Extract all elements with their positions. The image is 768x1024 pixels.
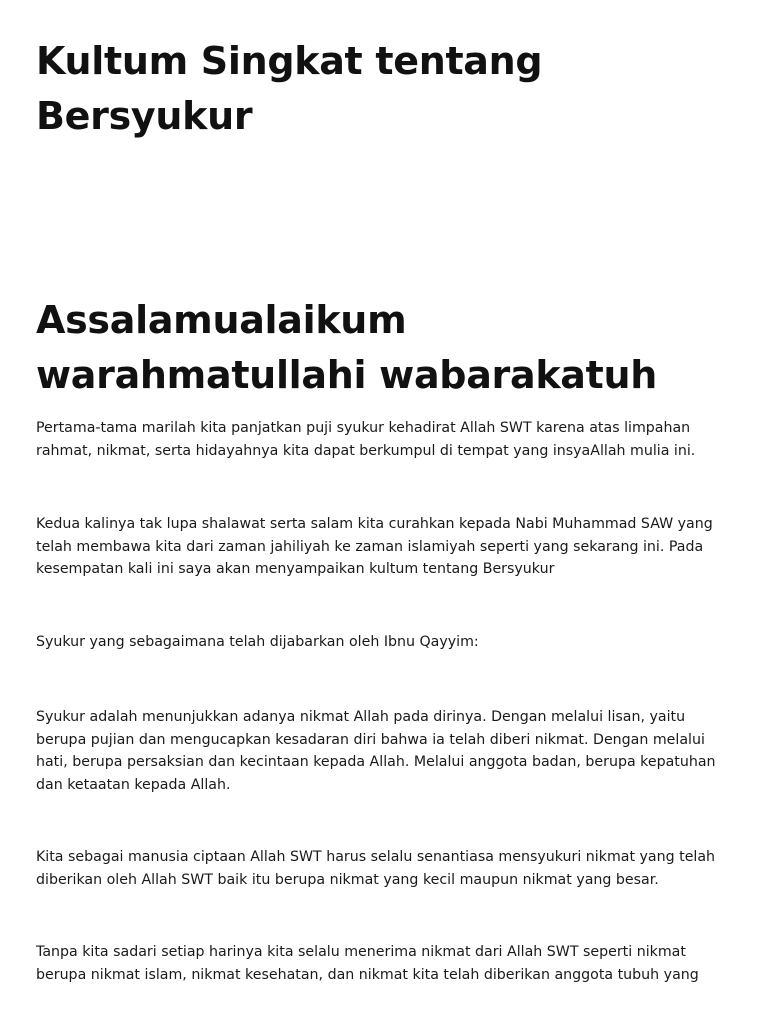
paragraph-gratitude: Kita sebagai manusia ciptaan Allah SWT harus selalu senantiasa mensyukuri nikmat yang telah diberikan oleh Allah SWT baik itu berupa nikmat yang kecil maupun nikmat yang besar. xyxy=(36,849,716,888)
paragraph-shalawat: Kedua kalinya tak lupa shalawat serta salam kita curahkan kepada Nabi Muhammad SAW yang telah membawa kita dari zaman jahiliyah ke zaman islamiyah seperti yang sekarang ini. Pada kesempatan kali ini saya akan menyampaikan kultum tentang Bersyukur xyxy=(36,516,713,577)
paragraph-opening: Pertama-tama marilah kita panjatkan puji syukur kehadirat Allah SWT karena atas limpahan rahmat, nikmat, serta hidayahnya kita dapat berkumpul di tempat yang insyaAllah mulia ini. xyxy=(36,420,696,459)
paragraph-definition: Syukur adalah menunjukkan adanya nikmat Allah pada dirinya. Dengan melalui lisan, yaitu berupa pujian dan mengucapkan kesadaran diri bahwa ia telah diberi nikmat. Dengan melalui hati, berupa persaksian dan kecintaan kepada Allah. Melalui anggota badan, berupa kepatuhan dan ketaatan kepada Allah. xyxy=(36,709,716,793)
paragraph-ibnu-qayyim: Syukur yang sebagaimana telah dijabarkan oleh Ibnu Qayyim: xyxy=(36,634,479,650)
greeting-heading: Assalamualaikum warahmatullahi wabarakatuh xyxy=(36,298,658,397)
paragraph-blessings: Tanpa kita sadari setiap harinya kita selalu menerima nikmat dari Allah SWT seperti nikmat berupa nikmat islam, nikmat kesehatan, dan nikmat kita telah diberikan anggota tubuh yang xyxy=(36,944,699,983)
article-title: Kultum Singkat tentang Bersyukur xyxy=(36,39,543,138)
